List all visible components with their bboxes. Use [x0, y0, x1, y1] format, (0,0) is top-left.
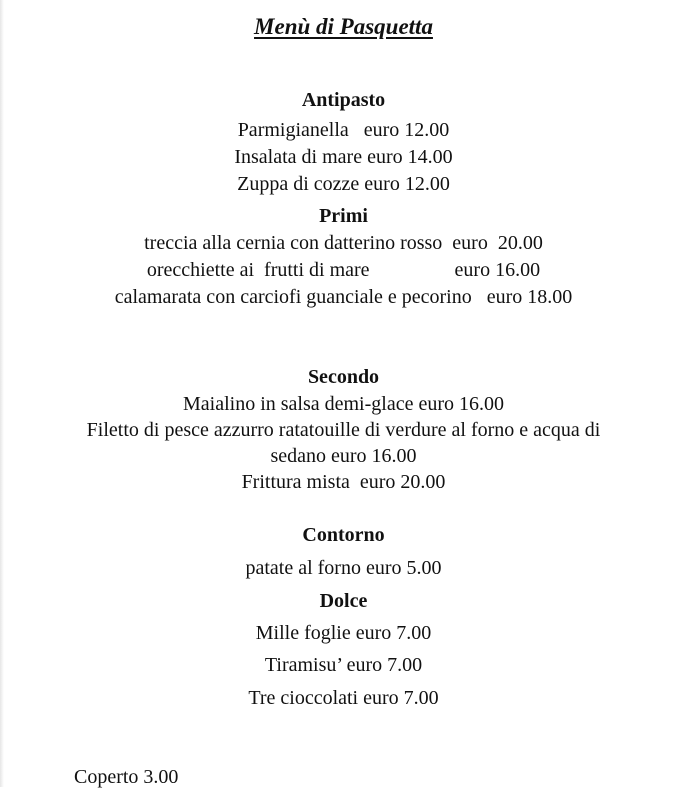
- menu-item: Frittura mista euro 20.00: [241, 471, 446, 493]
- menu-item: Insalata di mare euro 14.00: [234, 146, 453, 168]
- section-heading-dolce: Dolce: [319, 590, 368, 612]
- section-heading-antipasto: Antipasto: [301, 89, 386, 111]
- menu-item: Filetto di pesce azzurro ratatouille di verdure al forno e acqua di: [86, 419, 601, 441]
- menu-item: Tre cioccolati euro 7.00: [248, 687, 439, 709]
- menu-title: Menù di Pasquetta: [254, 14, 433, 39]
- section-heading-primi: Primi: [319, 205, 368, 227]
- menu-item: Mille foglie euro 7.00: [255, 622, 432, 644]
- menu-item: orecchiette ai frutti di mare euro 16.00: [146, 259, 541, 281]
- menu-item: sedano euro 16.00: [270, 445, 417, 467]
- menu-item: Parmigianella euro 12.00: [237, 119, 450, 141]
- section-heading-secondo: Secondo: [307, 366, 380, 388]
- coperto-charge: Coperto 3.00: [74, 766, 179, 788]
- menu-item: patate al forno euro 5.00: [245, 557, 442, 579]
- menu-item: Zuppa di cozze euro 12.00: [237, 173, 450, 195]
- menu-item: Maialino in salsa demi-glace euro 16.00: [182, 393, 504, 415]
- menu-item: calamarata con carciofi guanciale e pecorino euro 18.00: [114, 286, 573, 308]
- menu-item: treccia alla cernia con datterino rosso euro 20.00: [144, 232, 543, 254]
- menu-item: Tiramisu’ euro 7.00: [264, 654, 423, 676]
- section-heading-contorno: Contorno: [302, 524, 385, 546]
